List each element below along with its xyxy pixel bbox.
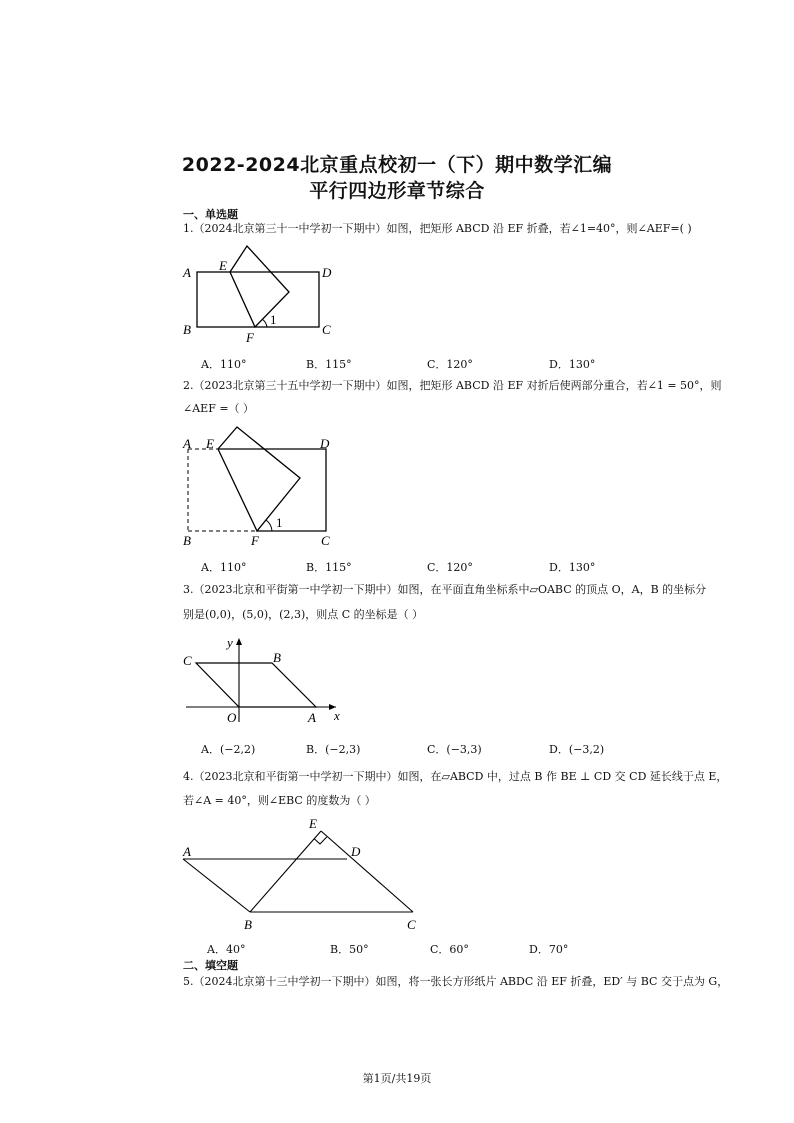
q4-label-e: E bbox=[309, 816, 317, 831]
question-5-text: 5.（2024北京第十三中学初一下期中）如图，将一张长方形纸片 ABDC 沿 EF 折叠，ED′ 与 BC 交于点为 G， bbox=[183, 975, 729, 988]
question-1-figure bbox=[180, 240, 350, 345]
q2-option-a[interactable]: A．110° bbox=[201, 561, 247, 574]
q3-option-c[interactable]: C．(−3,3) bbox=[427, 743, 482, 756]
question-3-text-line1: 3.（2023北京和平街第一中学初一下期中）如图，在平面直角坐标系中▱OABC 的顶点 O，A，B 的坐标分 bbox=[183, 583, 707, 596]
q4-option-c[interactable]: C．60° bbox=[430, 943, 469, 956]
q2-label-c: C bbox=[321, 533, 330, 548]
question-4-text-line1: 4.（2023北京和平街第一中学初一下期中）如图，在▱ABCD 中，过点 B 作 BE ⊥ CD 交 CD 延长线于点 E， bbox=[183, 770, 728, 783]
question-4-text-line2: 若∠A = 40°，则∠EBC 的度数为（ ） bbox=[183, 794, 376, 807]
q2-label-b: B bbox=[183, 533, 191, 548]
q3-option-d[interactable]: D．(−3,2) bbox=[549, 743, 605, 756]
q1-label-e: E bbox=[219, 258, 227, 273]
q1-option-c[interactable]: C．120° bbox=[427, 358, 473, 371]
q1-option-a[interactable]: A．110° bbox=[201, 358, 247, 371]
q1-label-angle-1: 1 bbox=[270, 312, 277, 327]
q4-option-d[interactable]: D．70° bbox=[529, 943, 569, 956]
q3-label-b: B bbox=[273, 650, 281, 665]
q1-label-a: A bbox=[183, 265, 191, 280]
q3-label-c: C bbox=[183, 653, 192, 668]
section-heading-single-choice: 一、单选题 bbox=[183, 208, 238, 221]
question-2-figure bbox=[180, 422, 350, 550]
q2-label-angle-1: 1 bbox=[276, 515, 283, 530]
q4-label-a: A bbox=[183, 844, 191, 859]
q3-label-y: y bbox=[227, 635, 233, 650]
q3-label-x: x bbox=[334, 708, 340, 723]
q2-label-d: D bbox=[320, 436, 330, 451]
page-title: 2022-2024北京重点校初一（下）期中数学汇编 bbox=[181, 154, 613, 176]
q4-label-b: B bbox=[244, 917, 252, 932]
question-3-text-line2: 别是(0,0)，(5,0)，(2,3)，则点 C 的坐标是（ ） bbox=[183, 608, 424, 621]
question-4-figure bbox=[180, 813, 425, 935]
question-2-text-line2: ∠AEF =（ ） bbox=[183, 402, 255, 415]
question-1-text: 1.（2024北京第三十一中学初一下期中）如图，把矩形 ABCD 沿 EF 折叠，若∠1=40°，则∠AEF=( ) bbox=[183, 222, 692, 235]
page-footer: 第1页/共19页 bbox=[362, 1072, 432, 1085]
q3-label-a: A bbox=[308, 710, 316, 725]
page-subtitle: 平行四边形章节综合 bbox=[309, 180, 485, 202]
q2-label-e: E bbox=[206, 436, 214, 451]
q2-option-d[interactable]: D．130° bbox=[549, 561, 596, 574]
question-2-text-line1: 2.（2023北京第三十五中学初一下期中）如图，把矩形 ABCD 沿 EF 对折后使两部分重合，若∠1 = 50°，则 bbox=[183, 379, 722, 392]
q1-label-f: F bbox=[246, 330, 254, 345]
q1-label-d: D bbox=[322, 265, 332, 280]
q4-label-d: D bbox=[351, 844, 361, 859]
q3-option-b[interactable]: B．(−2,3) bbox=[306, 743, 361, 756]
q1-label-b: B bbox=[183, 322, 191, 337]
q4-option-b[interactable]: B．50° bbox=[330, 943, 369, 956]
section-heading-fill-blank: 二、填空题 bbox=[183, 959, 238, 972]
q4-label-c: C bbox=[407, 917, 416, 932]
q2-option-b[interactable]: B．115° bbox=[306, 561, 352, 574]
question-3-figure bbox=[180, 634, 355, 726]
q1-label-c: C bbox=[322, 322, 331, 337]
q2-label-a: A bbox=[183, 436, 191, 451]
q3-option-a[interactable]: A．(−2,2) bbox=[201, 743, 256, 756]
q2-option-c[interactable]: C．120° bbox=[427, 561, 473, 574]
q3-label-o: O bbox=[227, 710, 237, 725]
q2-label-f: F bbox=[251, 533, 259, 548]
q1-option-d[interactable]: D．130° bbox=[549, 358, 596, 371]
q4-option-a[interactable]: A．40° bbox=[207, 943, 246, 956]
q1-option-b[interactable]: B．115° bbox=[306, 358, 352, 371]
